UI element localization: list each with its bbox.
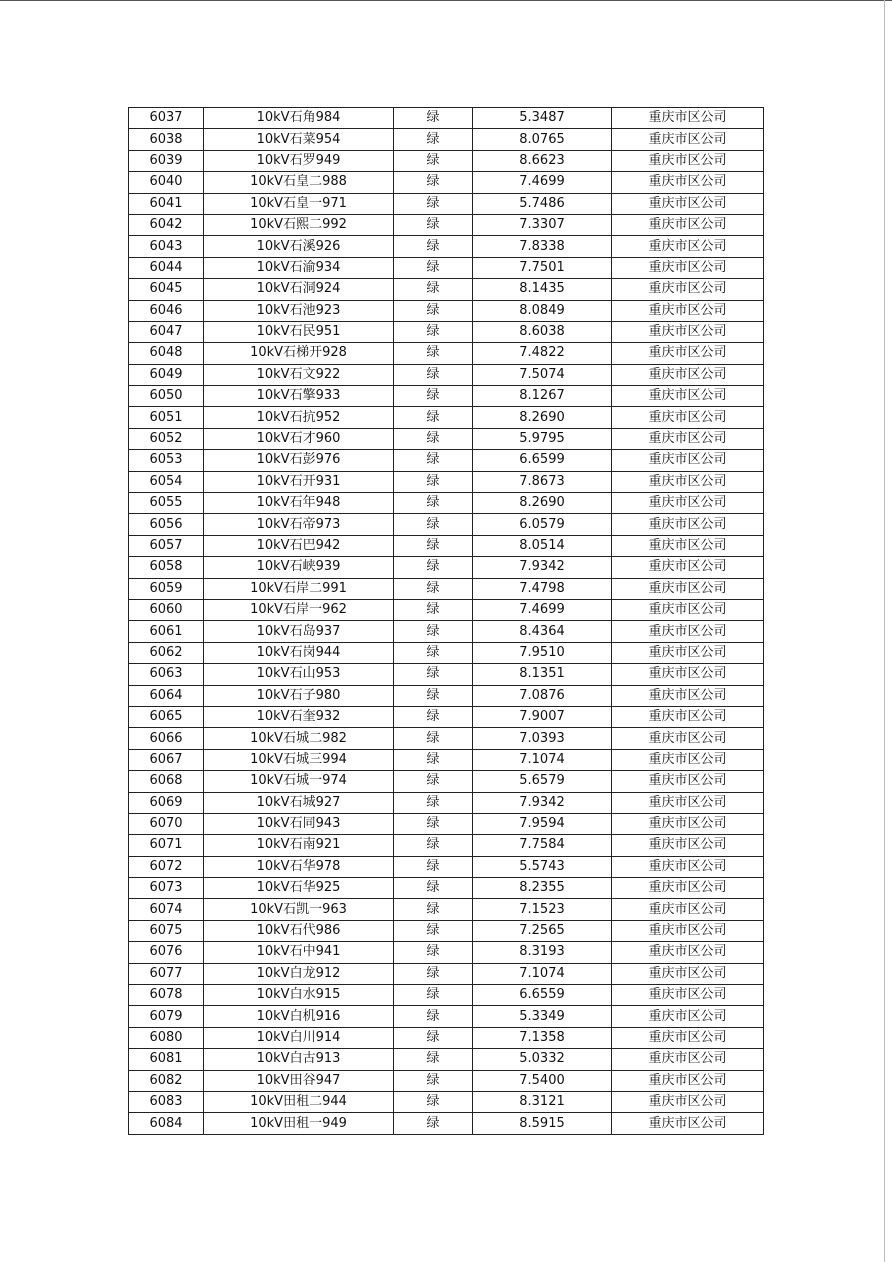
line-name-cell: 10kV石罗949 xyxy=(204,150,394,171)
company-cell: 重庆市区公司 xyxy=(612,621,764,642)
line-name-cell: 10kV石城927 xyxy=(204,792,394,813)
status-cell: 绿 xyxy=(394,728,473,749)
line-name-cell: 10kV石渝934 xyxy=(204,257,394,278)
table-row xyxy=(129,364,764,385)
line-name-cell: 10kV石角984 xyxy=(204,108,394,129)
status-cell: 绿 xyxy=(394,193,473,214)
row-id-cell: 6067 xyxy=(129,749,204,770)
line-name-cell: 10kV石凯一963 xyxy=(204,899,394,920)
line-name-cell: 10kV石抗952 xyxy=(204,407,394,428)
status-cell: 绿 xyxy=(394,150,473,171)
row-id-cell: 6078 xyxy=(129,985,204,1006)
company-cell: 重庆市区公司 xyxy=(612,471,764,492)
status-cell: 绿 xyxy=(394,172,473,193)
row-id-cell: 6058 xyxy=(129,557,204,578)
value-cell: 5.0332 xyxy=(473,1049,612,1070)
line-name-cell: 10kV石擎933 xyxy=(204,386,394,407)
status-cell: 绿 xyxy=(394,621,473,642)
value-cell: 7.9342 xyxy=(473,557,612,578)
company-cell: 重庆市区公司 xyxy=(612,835,764,856)
row-id-cell: 6057 xyxy=(129,535,204,556)
value-cell: 7.5400 xyxy=(473,1070,612,1091)
status-cell: 绿 xyxy=(394,257,473,278)
line-name-cell: 10kV石皇二988 xyxy=(204,172,394,193)
value-cell: 7.9007 xyxy=(473,706,612,727)
row-id-cell: 6050 xyxy=(129,386,204,407)
value-cell: 5.3349 xyxy=(473,1006,612,1027)
feeder-table xyxy=(128,107,764,1135)
value-cell: 6.6599 xyxy=(473,450,612,471)
company-cell: 重庆市区公司 xyxy=(612,942,764,963)
table-row xyxy=(129,920,764,941)
status-cell: 绿 xyxy=(394,920,473,941)
value-cell: 5.3487 xyxy=(473,108,612,129)
value-cell: 8.0765 xyxy=(473,129,612,150)
company-cell: 重庆市区公司 xyxy=(612,813,764,834)
line-name-cell: 10kV田租一949 xyxy=(204,1113,394,1134)
table-row xyxy=(129,428,764,449)
status-cell: 绿 xyxy=(394,471,473,492)
table-row xyxy=(129,343,764,364)
table-row xyxy=(129,642,764,663)
table-row xyxy=(129,1006,764,1027)
row-id-cell: 6084 xyxy=(129,1113,204,1134)
value-cell: 7.4798 xyxy=(473,578,612,599)
status-cell: 绿 xyxy=(394,279,473,300)
status-cell: 绿 xyxy=(394,236,473,257)
line-name-cell: 10kV石代986 xyxy=(204,920,394,941)
table-row xyxy=(129,771,764,792)
row-id-cell: 6072 xyxy=(129,856,204,877)
row-id-cell: 6068 xyxy=(129,771,204,792)
value-cell: 7.7584 xyxy=(473,835,612,856)
table-row xyxy=(129,1027,764,1048)
company-cell: 重庆市区公司 xyxy=(612,193,764,214)
line-name-cell: 10kV石华978 xyxy=(204,856,394,877)
line-name-cell: 10kV石巴942 xyxy=(204,535,394,556)
company-cell: 重庆市区公司 xyxy=(612,450,764,471)
value-cell: 8.3193 xyxy=(473,942,612,963)
company-cell: 重庆市区公司 xyxy=(612,321,764,342)
status-cell: 绿 xyxy=(394,642,473,663)
status-cell: 绿 xyxy=(394,749,473,770)
status-cell: 绿 xyxy=(394,1006,473,1027)
row-id-cell: 6060 xyxy=(129,599,204,620)
line-name-cell: 10kV石城三994 xyxy=(204,749,394,770)
status-cell: 绿 xyxy=(394,578,473,599)
value-cell: 8.2355 xyxy=(473,878,612,899)
feeder-table-body xyxy=(129,108,764,1135)
row-id-cell: 6075 xyxy=(129,920,204,941)
company-cell: 重庆市区公司 xyxy=(612,685,764,706)
line-name-cell: 10kV石溪926 xyxy=(204,236,394,257)
line-name-cell: 10kV石帝973 xyxy=(204,514,394,535)
value-cell: 8.0514 xyxy=(473,535,612,556)
table-row xyxy=(129,749,764,770)
value-cell: 7.2565 xyxy=(473,920,612,941)
line-name-cell: 10kV石文922 xyxy=(204,364,394,385)
line-name-cell: 10kV白川914 xyxy=(204,1027,394,1048)
row-id-cell: 6051 xyxy=(129,407,204,428)
company-cell: 重庆市区公司 xyxy=(612,792,764,813)
row-id-cell: 6077 xyxy=(129,963,204,984)
value-cell: 7.1358 xyxy=(473,1027,612,1048)
line-name-cell: 10kV白机916 xyxy=(204,1006,394,1027)
status-cell: 绿 xyxy=(394,1070,473,1091)
line-name-cell: 10kV石开931 xyxy=(204,471,394,492)
company-cell: 重庆市区公司 xyxy=(612,856,764,877)
company-cell: 重庆市区公司 xyxy=(612,428,764,449)
status-cell: 绿 xyxy=(394,108,473,129)
company-cell: 重庆市区公司 xyxy=(612,535,764,556)
company-cell: 重庆市区公司 xyxy=(612,1006,764,1027)
line-name-cell: 10kV石中941 xyxy=(204,942,394,963)
row-id-cell: 6069 xyxy=(129,792,204,813)
row-id-cell: 6037 xyxy=(129,108,204,129)
line-name-cell: 10kV石岛937 xyxy=(204,621,394,642)
row-id-cell: 6048 xyxy=(129,343,204,364)
table-row xyxy=(129,728,764,749)
value-cell: 7.7501 xyxy=(473,257,612,278)
status-cell: 绿 xyxy=(394,1049,473,1070)
table-row xyxy=(129,236,764,257)
value-cell: 8.1267 xyxy=(473,386,612,407)
company-cell: 重庆市区公司 xyxy=(612,1049,764,1070)
table-row xyxy=(129,706,764,727)
row-id-cell: 6039 xyxy=(129,150,204,171)
status-cell: 绿 xyxy=(394,878,473,899)
company-cell: 重庆市区公司 xyxy=(612,257,764,278)
line-name-cell: 10kV石池923 xyxy=(204,300,394,321)
line-name-cell: 10kV石峡939 xyxy=(204,557,394,578)
row-id-cell: 6052 xyxy=(129,428,204,449)
value-cell: 7.4822 xyxy=(473,343,612,364)
value-cell: 7.9510 xyxy=(473,642,612,663)
status-cell: 绿 xyxy=(394,856,473,877)
table-row xyxy=(129,685,764,706)
line-name-cell: 10kV石年948 xyxy=(204,493,394,514)
row-id-cell: 6074 xyxy=(129,899,204,920)
table-row xyxy=(129,985,764,1006)
value-cell: 5.9795 xyxy=(473,428,612,449)
value-cell: 8.0849 xyxy=(473,300,612,321)
row-id-cell: 6053 xyxy=(129,450,204,471)
company-cell: 重庆市区公司 xyxy=(612,364,764,385)
value-cell: 7.1074 xyxy=(473,963,612,984)
row-id-cell: 6054 xyxy=(129,471,204,492)
value-cell: 7.8673 xyxy=(473,471,612,492)
table-row xyxy=(129,535,764,556)
status-cell: 绿 xyxy=(394,899,473,920)
row-id-cell: 6047 xyxy=(129,321,204,342)
row-id-cell: 6081 xyxy=(129,1049,204,1070)
status-cell: 绿 xyxy=(394,557,473,578)
table-row xyxy=(129,108,764,129)
status-cell: 绿 xyxy=(394,343,473,364)
company-cell: 重庆市区公司 xyxy=(612,749,764,770)
line-name-cell: 10kV石才960 xyxy=(204,428,394,449)
row-id-cell: 6040 xyxy=(129,172,204,193)
company-cell: 重庆市区公司 xyxy=(612,920,764,941)
table-row xyxy=(129,599,764,620)
row-id-cell: 6043 xyxy=(129,236,204,257)
table-row xyxy=(129,193,764,214)
value-cell: 7.8338 xyxy=(473,236,612,257)
line-name-cell: 10kV石民951 xyxy=(204,321,394,342)
value-cell: 8.2690 xyxy=(473,493,612,514)
row-id-cell: 6076 xyxy=(129,942,204,963)
line-name-cell: 10kV白古913 xyxy=(204,1049,394,1070)
line-name-cell: 10kV石城二982 xyxy=(204,728,394,749)
table-row xyxy=(129,1070,764,1091)
line-name-cell: 10kV石山953 xyxy=(204,664,394,685)
status-cell: 绿 xyxy=(394,428,473,449)
company-cell: 重庆市区公司 xyxy=(612,664,764,685)
table-row xyxy=(129,856,764,877)
table-row xyxy=(129,1091,764,1112)
table-row xyxy=(129,899,764,920)
value-cell: 6.0579 xyxy=(473,514,612,535)
value-cell: 7.4699 xyxy=(473,172,612,193)
company-cell: 重庆市区公司 xyxy=(612,728,764,749)
company-cell: 重庆市区公司 xyxy=(612,599,764,620)
table-row xyxy=(129,150,764,171)
line-name-cell: 10kV石城一974 xyxy=(204,771,394,792)
status-cell: 绿 xyxy=(394,813,473,834)
table-row xyxy=(129,813,764,834)
table-row xyxy=(129,792,764,813)
row-id-cell: 6042 xyxy=(129,214,204,235)
row-id-cell: 6062 xyxy=(129,642,204,663)
status-cell: 绿 xyxy=(394,706,473,727)
status-cell: 绿 xyxy=(394,535,473,556)
table-row xyxy=(129,129,764,150)
table-row xyxy=(129,450,764,471)
line-name-cell: 10kV田租二944 xyxy=(204,1091,394,1112)
row-id-cell: 6044 xyxy=(129,257,204,278)
company-cell: 重庆市区公司 xyxy=(612,1113,764,1134)
company-cell: 重庆市区公司 xyxy=(612,771,764,792)
table-row xyxy=(129,578,764,599)
status-cell: 绿 xyxy=(394,771,473,792)
table-row xyxy=(129,664,764,685)
status-cell: 绿 xyxy=(394,364,473,385)
value-cell: 7.4699 xyxy=(473,599,612,620)
company-cell: 重庆市区公司 xyxy=(612,878,764,899)
status-cell: 绿 xyxy=(394,685,473,706)
line-name-cell: 10kV白龙912 xyxy=(204,963,394,984)
table-row xyxy=(129,557,764,578)
status-cell: 绿 xyxy=(394,300,473,321)
table-row xyxy=(129,1113,764,1134)
table-row xyxy=(129,471,764,492)
value-cell: 7.9342 xyxy=(473,792,612,813)
company-cell: 重庆市区公司 xyxy=(612,557,764,578)
status-cell: 绿 xyxy=(394,214,473,235)
value-cell: 7.5074 xyxy=(473,364,612,385)
table-row xyxy=(129,942,764,963)
company-cell: 重庆市区公司 xyxy=(612,985,764,1006)
row-id-cell: 6061 xyxy=(129,621,204,642)
table-row xyxy=(129,1049,764,1070)
status-cell: 绿 xyxy=(394,664,473,685)
company-cell: 重庆市区公司 xyxy=(612,706,764,727)
value-cell: 7.0393 xyxy=(473,728,612,749)
company-cell: 重庆市区公司 xyxy=(612,343,764,364)
value-cell: 8.3121 xyxy=(473,1091,612,1112)
row-id-cell: 6056 xyxy=(129,514,204,535)
table-row xyxy=(129,172,764,193)
row-id-cell: 6066 xyxy=(129,728,204,749)
line-name-cell: 10kV石熙二992 xyxy=(204,214,394,235)
company-cell: 重庆市区公司 xyxy=(612,300,764,321)
value-cell: 5.7486 xyxy=(473,193,612,214)
row-id-cell: 6055 xyxy=(129,493,204,514)
row-id-cell: 6045 xyxy=(129,279,204,300)
line-name-cell: 10kV石南921 xyxy=(204,835,394,856)
company-cell: 重庆市区公司 xyxy=(612,514,764,535)
value-cell: 8.6623 xyxy=(473,150,612,171)
status-cell: 绿 xyxy=(394,599,473,620)
value-cell: 8.4364 xyxy=(473,621,612,642)
row-id-cell: 6046 xyxy=(129,300,204,321)
company-cell: 重庆市区公司 xyxy=(612,236,764,257)
value-cell: 6.6559 xyxy=(473,985,612,1006)
status-cell: 绿 xyxy=(394,1027,473,1048)
value-cell: 7.0876 xyxy=(473,685,612,706)
status-cell: 绿 xyxy=(394,450,473,471)
company-cell: 重庆市区公司 xyxy=(612,1091,764,1112)
row-id-cell: 6073 xyxy=(129,878,204,899)
company-cell: 重庆市区公司 xyxy=(612,150,764,171)
row-id-cell: 6083 xyxy=(129,1091,204,1112)
status-cell: 绿 xyxy=(394,942,473,963)
company-cell: 重庆市区公司 xyxy=(612,386,764,407)
row-id-cell: 6049 xyxy=(129,364,204,385)
line-name-cell: 10kV石同943 xyxy=(204,813,394,834)
line-name-cell: 10kV石华925 xyxy=(204,878,394,899)
company-cell: 重庆市区公司 xyxy=(612,493,764,514)
line-name-cell: 10kV石梯开928 xyxy=(204,343,394,364)
table-row xyxy=(129,386,764,407)
table-row xyxy=(129,514,764,535)
line-name-cell: 10kV石菜954 xyxy=(204,129,394,150)
line-name-cell: 10kV石洞924 xyxy=(204,279,394,300)
row-id-cell: 6065 xyxy=(129,706,204,727)
status-cell: 绿 xyxy=(394,407,473,428)
table-row xyxy=(129,407,764,428)
status-cell: 绿 xyxy=(394,129,473,150)
value-cell: 5.6579 xyxy=(473,771,612,792)
status-cell: 绿 xyxy=(394,835,473,856)
page-top-border xyxy=(0,0,892,1)
table-row xyxy=(129,214,764,235)
row-id-cell: 6082 xyxy=(129,1070,204,1091)
line-name-cell: 10kV石岗944 xyxy=(204,642,394,663)
page-right-border xyxy=(884,0,885,1262)
row-id-cell: 6059 xyxy=(129,578,204,599)
value-cell: 7.3307 xyxy=(473,214,612,235)
row-id-cell: 6041 xyxy=(129,193,204,214)
row-id-cell: 6079 xyxy=(129,1006,204,1027)
table-row xyxy=(129,621,764,642)
company-cell: 重庆市区公司 xyxy=(612,642,764,663)
company-cell: 重庆市区公司 xyxy=(612,578,764,599)
value-cell: 8.1351 xyxy=(473,664,612,685)
line-name-cell: 10kV石子980 xyxy=(204,685,394,706)
line-name-cell: 10kV石奎932 xyxy=(204,706,394,727)
company-cell: 重庆市区公司 xyxy=(612,129,764,150)
company-cell: 重庆市区公司 xyxy=(612,407,764,428)
status-cell: 绿 xyxy=(394,963,473,984)
value-cell: 8.6038 xyxy=(473,321,612,342)
status-cell: 绿 xyxy=(394,985,473,1006)
status-cell: 绿 xyxy=(394,386,473,407)
table-row xyxy=(129,493,764,514)
company-cell: 重庆市区公司 xyxy=(612,1070,764,1091)
value-cell: 7.1074 xyxy=(473,749,612,770)
value-cell: 8.2690 xyxy=(473,407,612,428)
table-row xyxy=(129,878,764,899)
table-row xyxy=(129,963,764,984)
row-id-cell: 6038 xyxy=(129,129,204,150)
company-cell: 重庆市区公司 xyxy=(612,214,764,235)
table-row xyxy=(129,300,764,321)
status-cell: 绿 xyxy=(394,1091,473,1112)
value-cell: 8.1435 xyxy=(473,279,612,300)
company-cell: 重庆市区公司 xyxy=(612,279,764,300)
line-name-cell: 10kV石岸一962 xyxy=(204,599,394,620)
value-cell: 5.5743 xyxy=(473,856,612,877)
line-name-cell: 10kV石岸二991 xyxy=(204,578,394,599)
table-row xyxy=(129,279,764,300)
row-id-cell: 6071 xyxy=(129,835,204,856)
value-cell: 7.9594 xyxy=(473,813,612,834)
table-row xyxy=(129,321,764,342)
row-id-cell: 6064 xyxy=(129,685,204,706)
status-cell: 绿 xyxy=(394,321,473,342)
value-cell: 8.5915 xyxy=(473,1113,612,1134)
line-name-cell: 10kV石彭976 xyxy=(204,450,394,471)
value-cell: 7.1523 xyxy=(473,899,612,920)
table-row xyxy=(129,835,764,856)
status-cell: 绿 xyxy=(394,1113,473,1134)
line-name-cell: 10kV田谷947 xyxy=(204,1070,394,1091)
row-id-cell: 6063 xyxy=(129,664,204,685)
status-cell: 绿 xyxy=(394,792,473,813)
row-id-cell: 6080 xyxy=(129,1027,204,1048)
line-name-cell: 10kV白水915 xyxy=(204,985,394,1006)
status-cell: 绿 xyxy=(394,493,473,514)
line-name-cell: 10kV石皇一971 xyxy=(204,193,394,214)
company-cell: 重庆市区公司 xyxy=(612,1027,764,1048)
company-cell: 重庆市区公司 xyxy=(612,108,764,129)
company-cell: 重庆市区公司 xyxy=(612,963,764,984)
company-cell: 重庆市区公司 xyxy=(612,172,764,193)
row-id-cell: 6070 xyxy=(129,813,204,834)
company-cell: 重庆市区公司 xyxy=(612,899,764,920)
table-row xyxy=(129,257,764,278)
status-cell: 绿 xyxy=(394,514,473,535)
